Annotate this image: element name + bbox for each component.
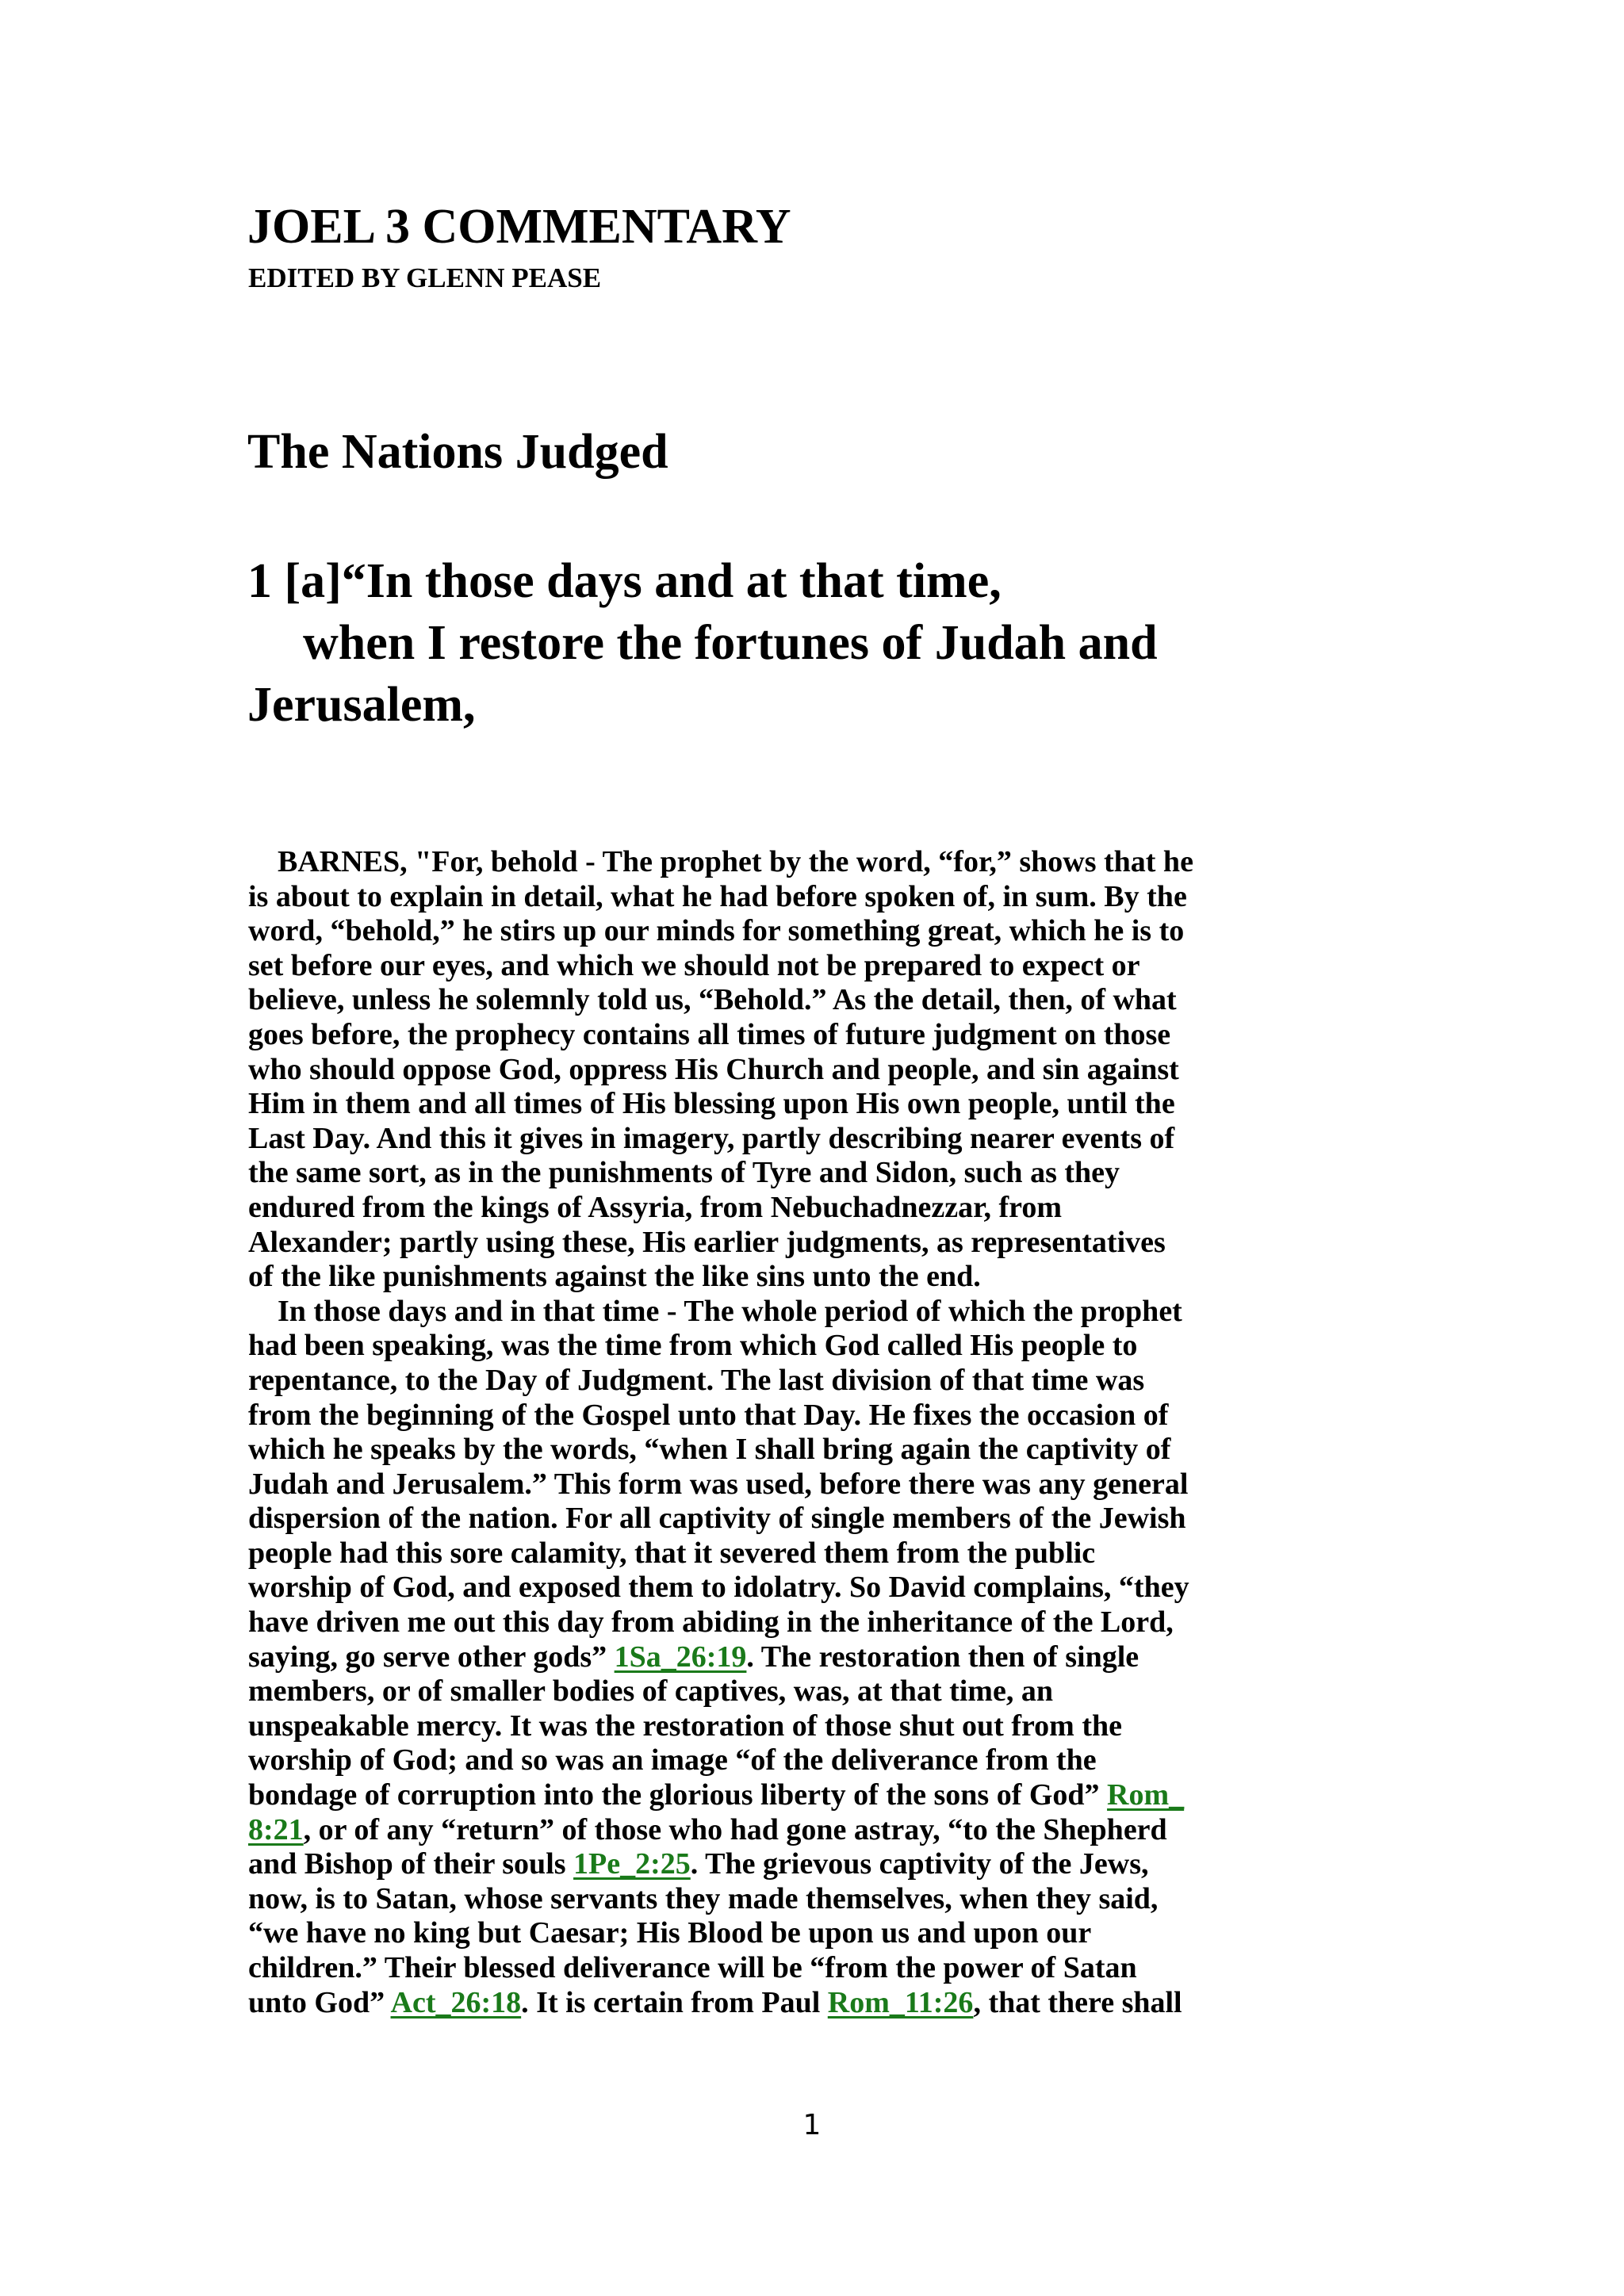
document-subtitle: EDITED BY GLENN PEASE	[248, 262, 602, 293]
commentary-line: unspeakable mercy. It was the restoration of those shut out from the	[248, 1709, 1122, 1743]
commentary-line: dispersion of the nation. For all captivity of single members of the Jewish	[248, 1502, 1186, 1536]
verse-line: when I restore the fortunes of Judah and	[303, 616, 1158, 670]
commentary-line: worship of God; and so was an image “of the deliverance from the	[248, 1743, 1097, 1777]
commentary-line: Him in them and all times of His blessing upon His own people, until the	[248, 1087, 1175, 1121]
commentary-text: and Bishop of their souls	[248, 1847, 574, 1881]
scripture-link-rom-8-21[interactable]: Rom_	[1107, 1778, 1185, 1812]
verse-line: Jerusalem,	[247, 678, 476, 732]
scripture-link-1sa-26-19[interactable]: 1Sa_26:19	[614, 1640, 747, 1674]
scripture-link-rom-11-26[interactable]: Rom_11:26	[827, 1985, 974, 2019]
commentary-text: . It is certain from Paul	[521, 1985, 828, 2019]
verse-line: 1 [a]“In those days and at that time,	[247, 554, 1002, 608]
commentary-line: set before our eyes, and which we should not be prepared to expect or	[248, 948, 1140, 982]
commentary-line	[248, 1847, 1390, 1882]
document-title: JOEL 3 COMMENTARY	[247, 200, 791, 254]
commentary-line: worship of God, and exposed them to idolatry. So David complains, “they	[248, 1571, 1189, 1605]
commentary-line	[248, 1640, 1390, 1675]
commentary-text: saying, go serve other gods”	[248, 1640, 615, 1674]
commentary-line: is about to explain in detail, what he had before spoken of, in sum. By the	[248, 879, 1187, 913]
commentary-line: Judah and Jerusalem.” This form was used, before there was any general	[248, 1467, 1189, 1501]
commentary-line	[248, 1986, 1390, 2021]
commentary-line: had been speaking, was the time from which God called His people to	[248, 1329, 1138, 1363]
commentary-line: believe, unless he solemnly told us, “Behold.” As the detail, then, of what	[248, 983, 1177, 1017]
commentary-line: from the beginning of the Gospel unto that Day. He fixes the occasion of	[248, 1398, 1169, 1432]
commentary-line: now, is to Satan, whose servants they made themselves, when they said,	[248, 1881, 1159, 1915]
page-number: 1	[802, 2109, 822, 2141]
commentary-line: “we have no king but Caesar; His Blood be upon us and upon our	[248, 1916, 1092, 1950]
commentary-body	[248, 845, 1390, 2020]
commentary-text: , or of any “return” of those who had gone astray, “to the Shepherd	[303, 1812, 1167, 1846]
commentary-text: unto God”	[248, 1985, 391, 2019]
commentary-line: which he speaks by the words, “when I shall bring again the captivity of	[248, 1433, 1171, 1467]
commentary-line: endured from the kings of Assyria, from Nebuchadnezzar, from	[248, 1190, 1062, 1224]
commentary-line: have driven me out this day from abiding in the inheritance of the Lord,	[248, 1605, 1174, 1640]
commentary-line: Last Day. And this it gives in imagery, partly describing nearer events of	[248, 1121, 1175, 1155]
scripture-link-rom-8-21-cont[interactable]: 8:21	[248, 1812, 304, 1846]
section-heading: The Nations Judged	[247, 425, 668, 479]
commentary-line	[248, 1813, 1390, 1848]
commentary-line: In those days and in that time - The whole period of which the prophet	[278, 1294, 1182, 1328]
commentary-line: of the like punishments against the like sins unto the end.	[248, 1260, 981, 1294]
commentary-text: . The grievous captivity of the Jews,	[690, 1847, 1149, 1881]
commentary-line: goes before, the prophecy contains all times of future judgment on those	[248, 1017, 1171, 1051]
commentary-line: repentance, to the Day of Judgment. The last division of that time was	[248, 1363, 1145, 1397]
commentary-line: word, “behold,” he stirs up our minds for something great, which he is to	[248, 914, 1185, 948]
commentary-text: bondage of corruption into the glorious liberty of the sons of God”	[248, 1778, 1108, 1812]
commentary-line: who should oppose God, oppress His Church and people, and sin against	[248, 1052, 1179, 1086]
commentary-line: BARNES, "For, behold - The prophet by the word, “for,” shows that he	[278, 845, 1193, 878]
commentary-line: members, or of smaller bodies of captives, was, at that time, an	[248, 1674, 1053, 1709]
verse-text	[247, 550, 1158, 736]
commentary-text: . The restoration then of single	[746, 1640, 1139, 1674]
commentary-line: people had this sore calamity, that it severed them from the public	[248, 1536, 1096, 1570]
scripture-link-1pe-2-25[interactable]: 1Pe_2:25	[573, 1847, 691, 1881]
commentary-line: the same sort, as in the punishments of Tyre and Sidon, such as they	[248, 1156, 1120, 1190]
commentary-line	[248, 1778, 1390, 1813]
commentary-text: , that there shall	[973, 1985, 1182, 2019]
commentary-line: Alexander; partly using these, His earlier judgments, as representatives	[248, 1225, 1166, 1259]
scripture-link-act-26-18[interactable]: Act_26:18	[390, 1985, 522, 2019]
commentary-line: children.” Their blessed deliverance will be “from the power of Satan	[248, 1951, 1137, 1984]
